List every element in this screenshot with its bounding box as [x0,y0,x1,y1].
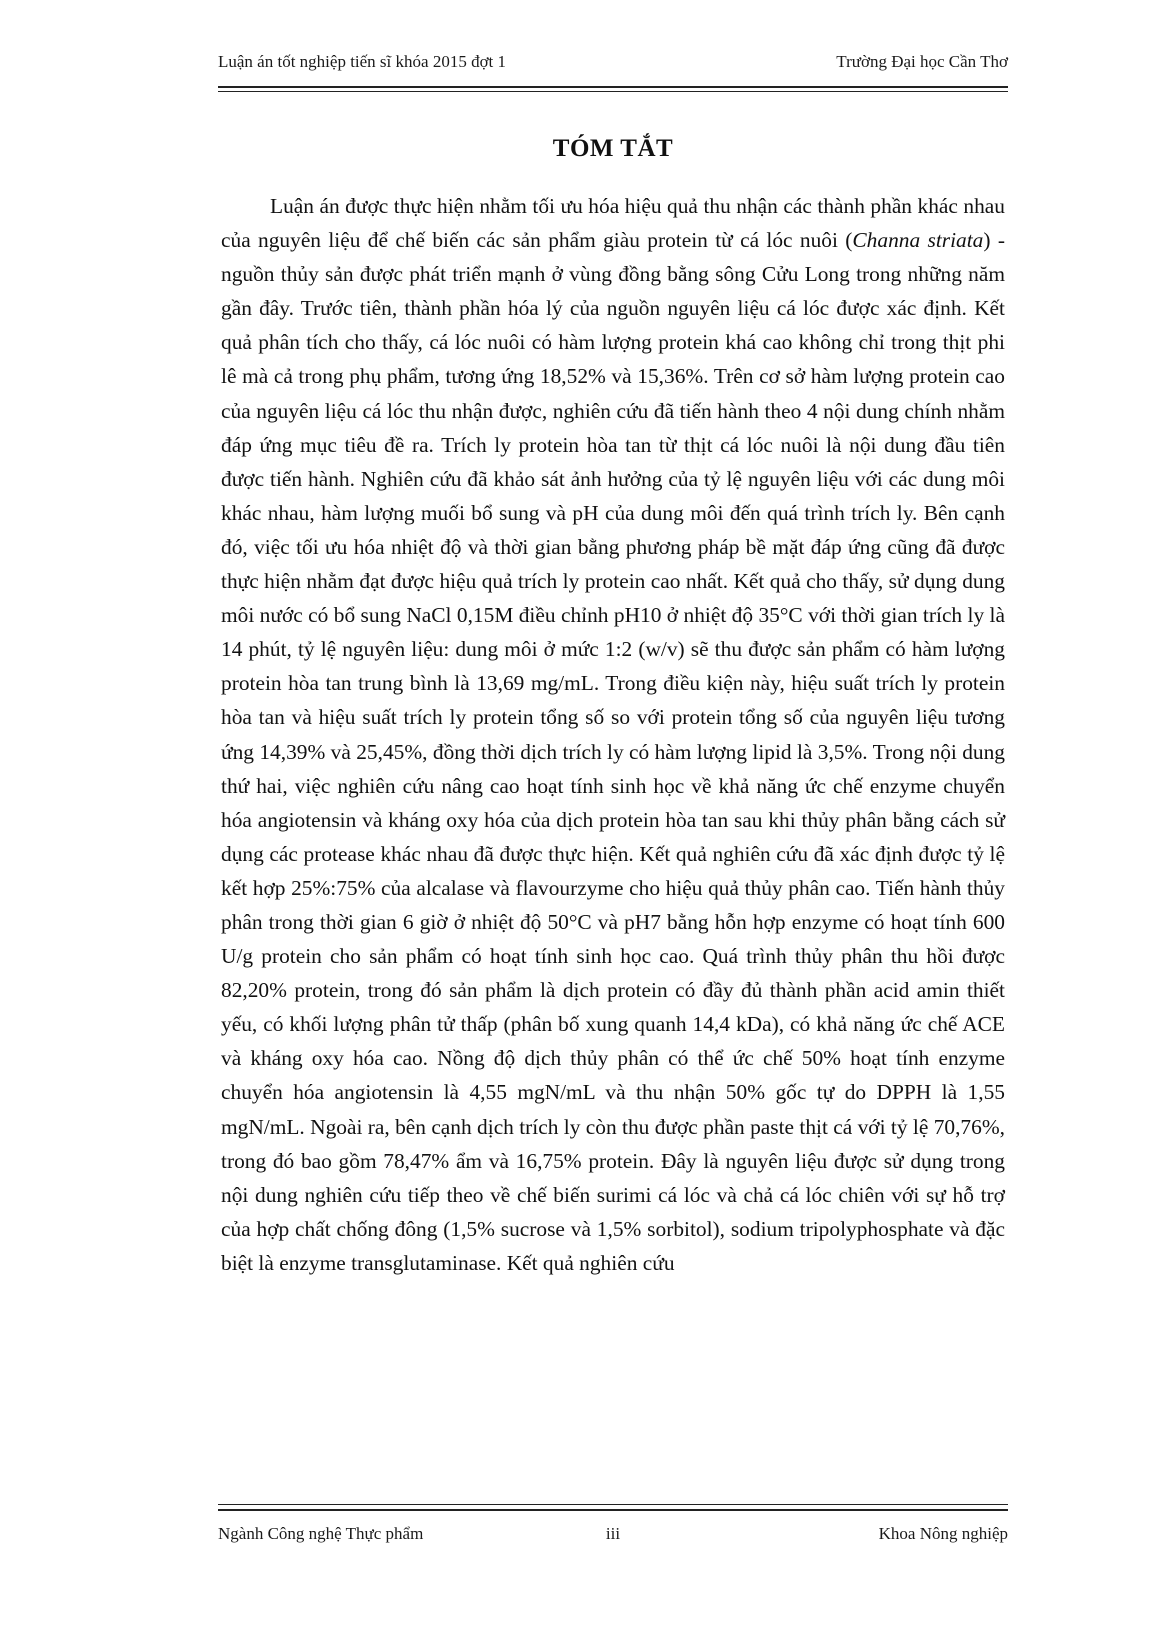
page-title: TÓM TẮT [552,135,674,162]
footer-department: Ngành Công nghệ Thực phẩm [218,1524,424,1543]
page-footer [218,1524,1008,1548]
abstract-body [221,189,1005,1280]
footer-faculty: Khoa Nông nghiệp [878,1524,1008,1543]
footer-rule-thin [218,1504,1008,1505]
abstract-text-part1: Luận án được thực hiện nhằm tối ưu hóa hiệu quả thu nhận các thành phần khác nhau của nguyên liệu để chế biến các sản phẩm giàu protein từ cá lóc nuôi ( [221,194,1005,253]
page-number: iii [605,1524,621,1543]
header-thesis-info: Luận án tốt nghiệp tiến sĩ khóa 2015 đợt 1 [218,52,507,71]
header-rule-thick [218,86,1008,88]
header-rule-thin [218,91,1008,92]
abstract-text-part2: ) - nguồn thủy sản được phát triển mạnh ở vùng đồng bằng sông Cửu Long trong những năm gần đây. Trước tiên, thành phần hóa lý của nguồn nguyên liệu cá lóc được xác định. Kết quả phân tích cho thấy, cá lóc nuôi có hàm lượng protein khá cao không chỉ trong thịt phi lê mà cả trong phụ phẩm, tương ứng 18,52% và 15,36%. Trên cơ sở hàm lượng protein cao của nguyên liệu cá lóc thu nhận được, nghiên cứu đã tiến hành theo 4 nội dung chính nhằm đáp ứng mục tiêu đề ra. Trích ly protein hòa tan từ thịt cá lóc nuôi là nội dung đầu tiên được tiến hành. Nghiên cứu đã khảo sát ảnh hưởng của tỷ lệ nguyên liệu với các dung môi khác nhau, hàm lượng muối bổ sung và pH của dung môi đến quá trình trích ly. Bên cạnh đó, việc tối ưu hóa nhiệt độ và thời gian bằng phương pháp bề mặt đáp ứng cũng đã được thực hiện nhằm đạt được hiệu quả trích ly protein cao nhất. Kết quả cho thấy, sử dụng dung môi nước có bổ sung NaCl 0,15M điều chỉnh pH10 ở nhiệt độ 35°C với thời gian trích ly là 14 phút, tỷ lệ nguyên liệu: dung môi ở mức 1:2 (w/v) sẽ thu được sản phẩm có hàm lượng protein hòa tan trung bình là 13,69 mg/mL. Trong điều kiện này, hiệu suất trích ly protein hòa tan và hiệu suất trích ly protein tổng số so với protein tổng số của nguyên liệu tương ứng 14,39% và 25,45%, đồng thời dịch trích ly có hàm lượng lipid là 3,5%. Trong nội dung thứ hai, việc nghiên cứu nâng cao hoạt tính sinh học về khả năng ức chế enzyme chuyển hóa angiotensin và kháng oxy hóa của dịch protein hòa tan sau khi thủy phân bằng cách sử dụng các protease khác nhau đã được thực hiện. Kết quả nghiên cứu đã xác định được tỷ lệ kết hợp 25%:75% của alcalase và flavourzyme cho hiệu quả thủy phân cao. Tiến hành thủy phân trong thời gian 6 giờ ở nhiệt độ 50°C và pH7 bằng hỗn hợp enzyme có hoạt tính 600 U/g protein cho sản phẩm có hoạt tính sinh học cao. Quá trình thủy phân thu hồi được 82,20% protein, trong đó sản phẩm là dịch protein có đầy đủ thành phần acid amin thiết yếu, có khối lượng phân tử thấp (phân bố xung quanh 14,4 kDa), có khả năng ức chế ACE và kháng oxy hóa cao. Nồng độ dịch thủy phân có thể ức chế 50% hoạt tính enzyme chuyển hóa angiotensin là 4,55 mgN/mL và thu nhận 50% gốc tự do DPPH là 1,55 mgN/mL. Ngoài ra, bên cạnh dịch trích ly còn thu được phần paste thịt cá với tỷ lệ 70,76%, trong đó bao gồm 78,47% ẩm và 16,75% protein. Đây là nguyên liệu được sử dụng trong nội dung nghiên cứu tiếp theo về chế biến surimi cá lóc và chả cá lóc chiên với sự hỗ trợ của hợp chất chống đông (1,5% sucrose và 1,5% sorbitol), sodium tripolyphosphate và đặc biệt là enzyme transglutaminase. Kết quả nghiên cứu [221,228,1005,1275]
abstract-paragraph [221,189,1005,1280]
page-header [218,52,1008,72]
species-name: Channa striata [852,228,984,253]
footer-rule-thick [218,1509,1008,1511]
header-university: Trường Đại học Cần Thơ [836,52,1008,71]
